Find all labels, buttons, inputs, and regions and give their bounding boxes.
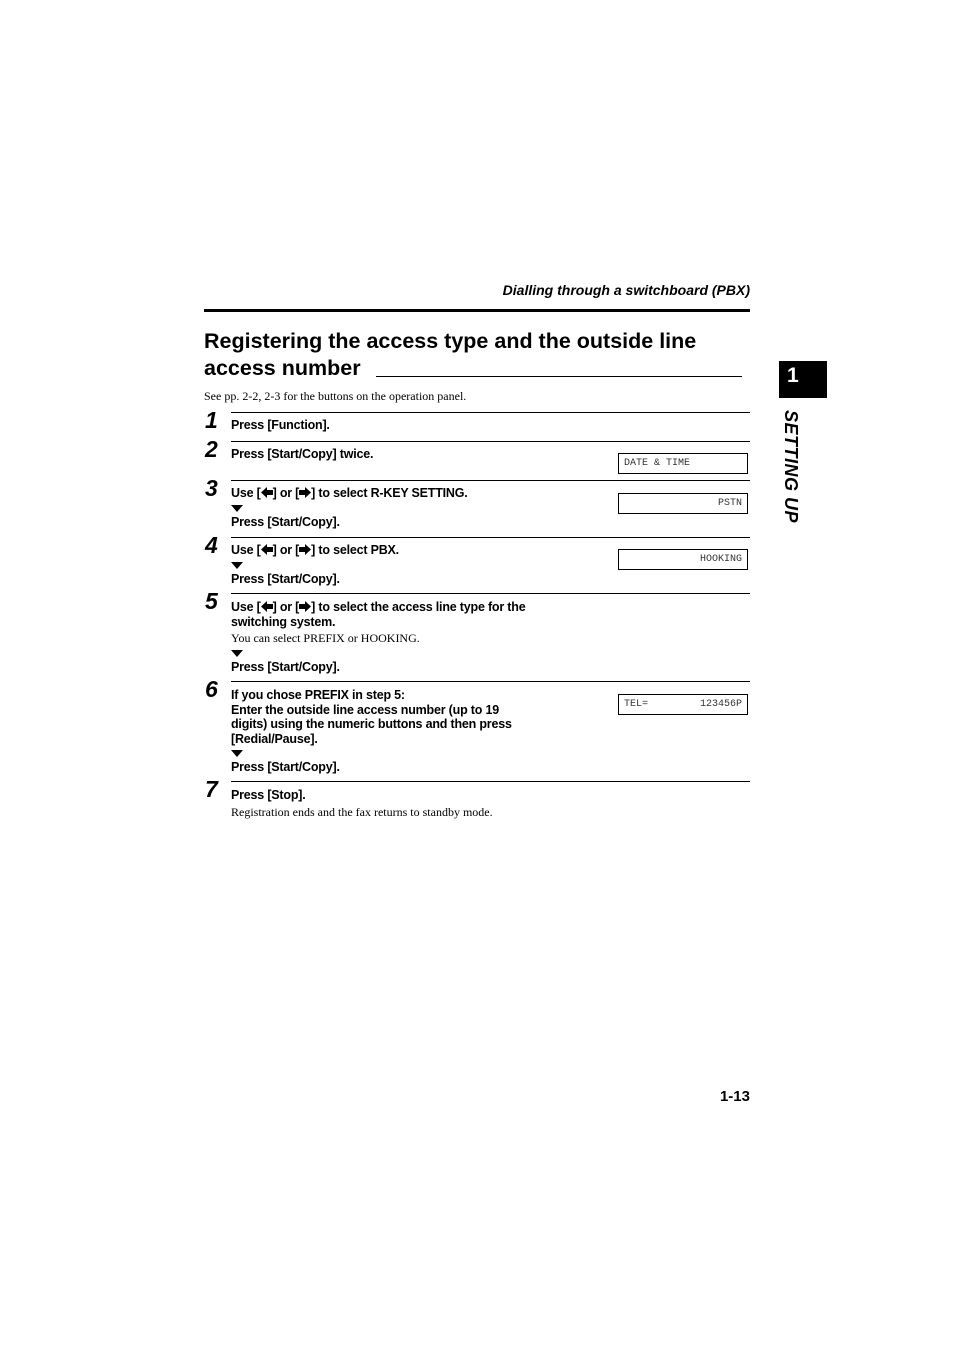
step-follow-up: Press [Start/Copy].: [231, 660, 340, 674]
step-instruction: [231, 688, 516, 746]
down-triangle-icon: [231, 650, 243, 657]
step-number: 1: [205, 407, 218, 433]
instruction-part: Use [: [231, 486, 261, 500]
step-number: 3: [205, 475, 218, 501]
step-instruction: [231, 543, 561, 558]
step-divider: [231, 441, 750, 442]
left-arrow-key-icon: [261, 601, 273, 612]
lcd-display-left: TEL=: [624, 699, 649, 710]
step-divider: [231, 593, 750, 594]
step-follow-up: Press [Start/Copy].: [231, 760, 340, 774]
step-divider: [231, 480, 750, 481]
step-instruction: Press [Stop].: [231, 788, 306, 802]
instruction-part: ] to select PBX.: [311, 543, 399, 557]
chapter-side-label: SETTING UP: [781, 410, 801, 524]
instruction-part: ] or [: [272, 600, 300, 614]
instruction-part: ] to select R-KEY SETTING.: [311, 486, 468, 500]
lcd-display: [618, 694, 748, 715]
header-rule: [204, 309, 750, 312]
left-arrow-key-icon: [261, 487, 273, 498]
running-header: Dialling through a switchboard (PBX): [502, 282, 750, 298]
lcd-display-right: 123456P: [699, 699, 742, 710]
right-arrow-key-icon: [299, 544, 311, 555]
section-title: [204, 328, 750, 382]
instruction-part: ] or [: [272, 543, 300, 557]
instruction-part: ] or [: [272, 486, 300, 500]
step-note: Registration ends and the fax returns to standby mode.: [231, 805, 493, 819]
right-arrow-key-icon: [299, 601, 311, 612]
section-title-line1: Registering the access type and the outside line: [204, 329, 697, 353]
step-follow-up: Press [Start/Copy].: [231, 515, 340, 529]
step-divider: [231, 781, 750, 782]
step-number: 2: [205, 436, 218, 462]
step-follow-up: Press [Start/Copy].: [231, 572, 340, 586]
down-triangle-icon: [231, 562, 243, 569]
step-number: 5: [205, 588, 218, 614]
left-arrow-key-icon: [261, 544, 273, 555]
step-number: 4: [205, 532, 218, 558]
step-divider: [231, 537, 750, 538]
lcd-display: DATE & TIME: [618, 453, 748, 474]
step-divider: [231, 412, 750, 413]
intro-text: See pp. 2-2, 2-3 for the buttons on the operation panel.: [204, 389, 467, 403]
step-divider: [231, 681, 750, 682]
instruction-part: Use [: [231, 543, 261, 557]
instruction-line: Enter the outside line access number (up to 19 digits) using the numeric buttons and then press [Redial/Pause].: [231, 702, 512, 746]
step-note: You can select PREFIX or HOOKING.: [231, 631, 420, 645]
instruction-part: ] to select the access line type for the switching system.: [231, 600, 526, 629]
page-number: 1-13: [719, 1088, 750, 1105]
down-triangle-icon: [231, 750, 243, 757]
step-number: 7: [205, 776, 218, 802]
step-number: 6: [205, 676, 218, 702]
title-underline: [376, 376, 742, 377]
step-instruction: [231, 486, 561, 501]
instruction-line: If you chose PREFIX in step 5:: [231, 688, 405, 702]
section-title-line2: access number: [204, 356, 361, 380]
instruction-part: Use [: [231, 600, 261, 614]
step-instruction: [231, 600, 526, 629]
lcd-display: PSTN: [618, 493, 748, 514]
lcd-display: HOOKING: [618, 549, 748, 570]
step-instruction: Press [Start/Copy] twice.: [231, 447, 374, 461]
right-arrow-key-icon: [299, 487, 311, 498]
step-instruction: Press [Function].: [231, 418, 330, 432]
chapter-number: 1: [787, 364, 799, 387]
down-triangle-icon: [231, 505, 243, 512]
